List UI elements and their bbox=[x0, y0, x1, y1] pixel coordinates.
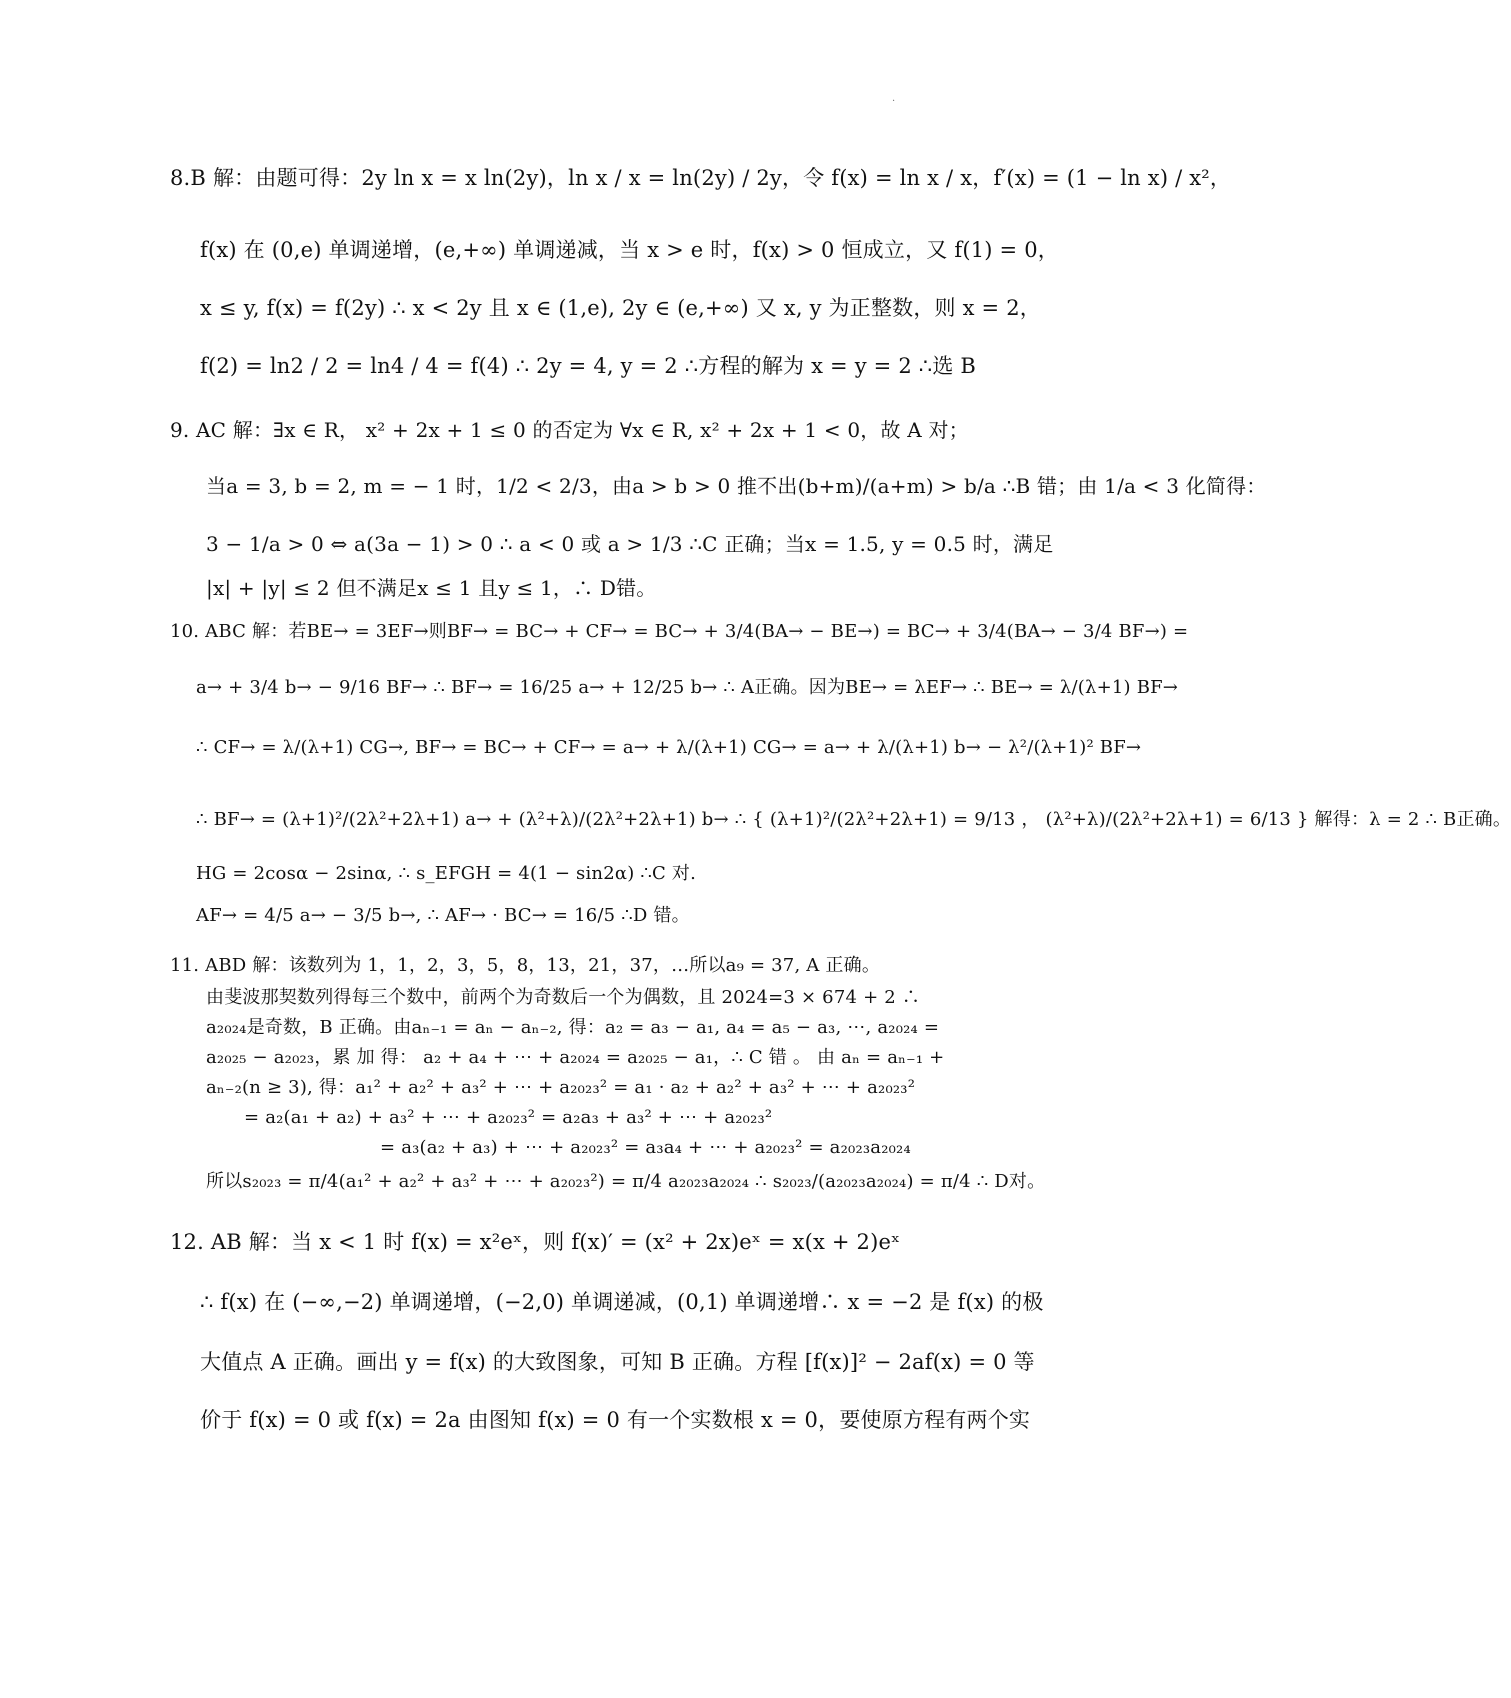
q11-line-1: 11. ABD 解：该数列为 1，1，2，3，5，8，13，21，37，…所以a₉ = 37, A 正确。 bbox=[170, 955, 881, 976]
page-mark: · bbox=[892, 96, 896, 107]
q8-line-1: 8.B 解：由题可得：2y ln x = x ln(2y)，ln x / x = ln(2y) / 2y，令 f(x) = ln x / x，f′(x) = (1 − ln x) / x²， bbox=[170, 166, 1232, 190]
q8-line-3: x ≤ y, f(x) = f(2y) ∴ x < 2y 且 x ∈ (1,e), 2y ∈ (e,+∞) 又 x, y 为正整数，则 x = 2， bbox=[200, 296, 1041, 320]
q10-line-6: AF→ = 4/5 a→ − 3/5 b→, ∴ AF→ · BC→ = 16/5 ∴D 错。 bbox=[196, 905, 690, 926]
q11-line-4: a₂₀₂₅ − a₂₀₂₃，累 加 得： a₂ + a₄ + ⋯ + a₂₀₂₄ = a₂₀₂₅ − a₁，∴ C 错 。 由 aₙ = aₙ₋₁ + bbox=[206, 1047, 945, 1068]
q9-line-4: |x| + |y| ≤ 2 但不满足x ≤ 1 且y ≤ 1，∴ D错。 bbox=[206, 576, 657, 600]
q9-line-2: 当a = 3, b = 2, m = − 1 时，1/2 < 2/3，由a > b > 0 推不出(b+m)/(a+m) > b/a ∴B 错；由 1/a < 3 化简得： bbox=[206, 474, 1267, 498]
q8-line-4: f(2) = ln2 / 2 = ln4 / 4 = f(4) ∴ 2y = 4, y = 2 ∴方程的解为 x = y = 2 ∴选 B bbox=[200, 354, 977, 378]
q8-line-2: f(x) 在 (0,e) 单调递增，(e,+∞) 单调递减，当 x > e 时，f(x) > 0 恒成立，又 f(1) = 0， bbox=[200, 238, 1059, 262]
q11-line-2: 由斐波那契数列得每三个数中，前两个为奇数后一个为偶数，且 2024=3 × 674 + 2 ∴ bbox=[206, 987, 921, 1008]
q12-line-3: 大值点 A 正确。画出 y = f(x) 的大致图象，可知 B 正确。方程 [f(x)]² − 2af(x) = 0 等 bbox=[200, 1350, 1035, 1374]
q10-line-4: ∴ BF→ = (λ+1)²/(2λ²+2λ+1) a→ + (λ²+λ)/(2λ²+2λ+1) b→ ∴ { (λ+1)²/(2λ²+2λ+1) = 9/13 ， (λ²+λ)/(2λ²+2λ+1) = 6/13 } 解得：λ = 2 ∴ B正确。 bbox=[196, 809, 1511, 830]
q12-line-2: ∴ f(x) 在 (−∞,−2) 单调递增，(−2,0) 单调递减，(0,1) 单调递增∴ x = −2 是 f(x) 的极 bbox=[200, 1290, 1044, 1314]
q11-line-5: aₙ₋₂(n ≥ 3), 得：a₁² + a₂² + a₃² + ⋯ + a₂₀₂₃² = a₁ · a₂ + a₂² + a₃² + ⋯ + a₂₀₂₃² bbox=[206, 1077, 916, 1098]
q11-line-8: 所以s₂₀₂₃ = π/4(a₁² + a₂² + a₃² + ⋯ + a₂₀₂₃²) = π/4 a₂₀₂₃a₂₀₂₄ ∴ s₂₀₂₃/(a₂₀₂₃a₂₀₂₄) = π/4 ∴ D对。 bbox=[206, 1171, 1046, 1192]
q10-line-2: a→ + 3/4 b→ − 9/16 BF→ ∴ BF→ = 16/25 a→ + 12/25 b→ ∴ A正确。因为BE→ = λEF→ ∴ BE→ = λ/(λ+1) BF→ bbox=[196, 677, 1179, 698]
q9-line-3: 3 − 1/a > 0 ⇔ a(3a − 1) > 0 ∴ a < 0 或 a > 1/3 ∴C 正确；当x = 1.5, y = 0.5 时，满足 bbox=[206, 532, 1054, 556]
q10-line-3: ∴ CF→ = λ/(λ+1) CG→, BF→ = BC→ + CF→ = a→ + λ/(λ+1) CG→ = a→ + λ/(λ+1) b→ − λ²/(λ+1)² BF→ bbox=[196, 737, 1142, 758]
q9-line-1: 9. AC 解：∃x ∈ R， x² + 2x + 1 ≤ 0 的否定为 ∀x ∈ R, x² + 2x + 1 < 0，故 A 对； bbox=[170, 418, 969, 442]
q12-line-4: 价于 f(x) = 0 或 f(x) = 2a 由图知 f(x) = 0 有一个实数根 x = 0，要使原方程有两个实 bbox=[200, 1408, 1031, 1432]
q12-line-1: 12. AB 解：当 x < 1 时 f(x) = x²eˣ，则 f(x)′ = (x² + 2x)eˣ = x(x + 2)eˣ bbox=[170, 1230, 901, 1254]
q10-line-5: HG = 2cosα − 2sinα, ∴ s_EFGH = 4(1 − sin2α) ∴C 对. bbox=[196, 863, 697, 884]
q11-line-7: = a₃(a₂ + a₃) + ⋯ + a₂₀₂₃² = a₃a₄ + ⋯ + a₂₀₂₃² = a₂₀₂₃a₂₀₂₄ bbox=[380, 1137, 911, 1158]
q11-line-3: a₂₀₂₄是奇数，B 正确。由aₙ₋₁ = aₙ − aₙ₋₂, 得：a₂ = a₃ − a₁, a₄ = a₅ − a₃, ⋯, a₂₀₂₄ = bbox=[206, 1017, 940, 1038]
q10-line-1: 10. ABC 解：若BE→ = 3EF→则BF→ = BC→ + CF→ = BC→ + 3/4(BA→ − BE→) = BC→ + 3/4(BA→ − 3/4 BF→) = bbox=[170, 621, 1189, 642]
q11-line-6: = a₂(a₁ + a₂) + a₃² + ⋯ + a₂₀₂₃² = a₂a₃ + a₃² + ⋯ + a₂₀₂₃² bbox=[244, 1107, 773, 1128]
